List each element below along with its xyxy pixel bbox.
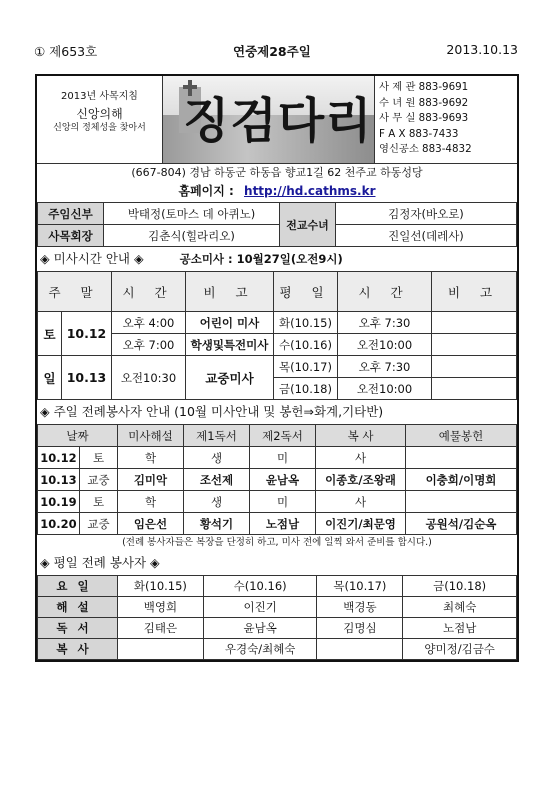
weekend-day: 토 — [38, 312, 62, 356]
mass-note: 어린이 미사 — [186, 312, 274, 334]
contact-rectory: 사 제 관 883-9691 — [379, 81, 469, 93]
offering — [406, 447, 517, 469]
table-row — [38, 639, 517, 660]
commentary: 학 — [118, 447, 184, 469]
header-note: 비 고 — [186, 272, 274, 312]
mass-section-title — [37, 247, 517, 271]
contact-list — [375, 76, 517, 163]
table-row — [38, 491, 517, 513]
volunteer-name: 김태은 — [118, 618, 204, 639]
pastor-label: 주임신부 — [38, 203, 104, 225]
service-type: 토 — [80, 491, 118, 513]
header-bar — [28, 42, 520, 59]
server: 사 — [316, 447, 406, 469]
header-time: 시 간 — [112, 272, 186, 312]
days-label: 요일 — [38, 576, 118, 597]
service-type: 교중 — [80, 513, 118, 535]
volunteer-name — [317, 639, 403, 660]
weekday-day: 수(10.16) — [274, 334, 338, 356]
table-row — [38, 447, 517, 469]
weekday-service-title: ◈ 평일 전례 봉사자 ◈ — [40, 555, 160, 570]
issue-date: 2013.10.13 — [446, 42, 518, 57]
pastor-name: 박태정(토마스 데 아퀴노) — [104, 203, 280, 225]
church-address: (667-804) 경남 하동군 하동읍 향교1길 62 천주교 하동성당 — [131, 166, 423, 179]
weekend-day: 일 — [38, 356, 62, 400]
motto-theme: 신앙의해 — [76, 106, 123, 121]
reading-2: 노점남 — [250, 513, 316, 535]
mass-note: 교중미사 — [186, 356, 274, 400]
weekend-date: 10.12 — [62, 312, 112, 356]
service-reminder-note: (전례 봉사자들은 복장을 단정히 하고, 미사 전에 일찍 와서 준비를 합시다.) — [122, 537, 432, 548]
weekday-header: 금(10.18) — [403, 576, 517, 597]
role-label: 독서 — [38, 618, 118, 639]
header-reading-2: 제2독서 — [250, 425, 316, 447]
mass-time: 오후 4:00 — [112, 312, 186, 334]
reading-1: 황석기 — [184, 513, 250, 535]
service-date: 10.20 — [38, 513, 80, 535]
weekday-header: 화(10.15) — [118, 576, 204, 597]
nun-name-2: 진일선(데레사) — [336, 225, 517, 247]
commentary: 김미악 — [118, 469, 184, 491]
weekday-note — [432, 334, 517, 356]
pastoral-motto — [37, 76, 163, 163]
volunteer-name: 백경동 — [317, 597, 403, 618]
weekend-date: 10.13 — [62, 356, 112, 400]
role-label: 복사 — [38, 639, 118, 660]
weekday-time: 오전10:00 — [338, 334, 432, 356]
weekday-service-table — [37, 575, 517, 660]
contact-office: 사 무 실 883-9693 — [379, 112, 469, 125]
volunteer-name: 양미정/김금수 — [403, 639, 517, 660]
volunteer-name: 최혜숙 — [403, 597, 517, 618]
volunteer-name: 백영희 — [118, 597, 204, 618]
reading-1: 조선제 — [184, 469, 250, 491]
header-commentary: 미사해설 — [118, 425, 184, 447]
weekday-time: 오후 7:30 — [338, 356, 432, 378]
offering: 이충희/이명희 — [406, 469, 517, 491]
table-row — [38, 597, 517, 618]
header-weekend: 주 말 — [38, 272, 112, 312]
volunteer-name: 김명심 — [317, 618, 403, 639]
mass-note: 학생및특전미사 — [186, 334, 274, 356]
motto-year: 2013년 사목지침 — [61, 91, 138, 102]
mass-title-text: ◈ 미사시간 안내 ◈ — [40, 251, 144, 266]
volunteer-name: 이진기 — [203, 597, 317, 618]
mass-time: 오후 7:00 — [112, 334, 186, 356]
volunteer-name: 우경숙/최혜숙 — [203, 639, 317, 660]
homepage-line — [37, 182, 517, 202]
offering — [406, 491, 517, 513]
mass-time: 오전10:30 — [112, 356, 186, 400]
nun-label: 전교수녀 — [280, 203, 336, 247]
weekday-day: 목(10.17) — [274, 356, 338, 378]
reading-1: 생 — [184, 447, 250, 469]
weekday-day: 금(10.18) — [274, 378, 338, 400]
weekday-note — [432, 312, 517, 334]
contact-convent: 수 녀 원 883-9692 — [379, 96, 469, 109]
sunday-service-title: ◈ 주일 전례봉사자 안내 (10월 미사안내 및 봉헌⇒화계,기타반) — [40, 404, 384, 419]
service-date: 10.13 — [38, 469, 80, 491]
liturgical-sunday: 연중제28주일 — [233, 44, 311, 59]
table-row — [38, 469, 517, 491]
mission-mass-note: 공소미사 : 10월27일(오전9시) — [179, 252, 343, 266]
council-label: 사목회장 — [38, 225, 104, 247]
reading-2: 미 — [250, 491, 316, 513]
homepage-link[interactable]: http://hd.cathms.kr — [244, 184, 376, 198]
server: 이진기/최문영 — [316, 513, 406, 535]
service-date: 10.19 — [38, 491, 80, 513]
table-row — [38, 513, 517, 535]
header-offering: 예물봉헌 — [406, 425, 517, 447]
header-weekday-note: 비 고 — [432, 272, 517, 312]
contact-fax: F A X 883-7433 — [379, 127, 459, 140]
header-date: 날짜 — [38, 425, 118, 447]
weekday-day: 화(10.15) — [274, 312, 338, 334]
service-date: 10.12 — [38, 447, 80, 469]
table-row — [38, 618, 517, 639]
weekday-note — [432, 356, 517, 378]
header-weekday-time: 시 간 — [338, 272, 432, 312]
staff-table — [37, 202, 517, 247]
header-weekday: 평 일 — [274, 272, 338, 312]
service-type: 토 — [80, 447, 118, 469]
volunteer-name — [118, 639, 204, 660]
server: 사 — [316, 491, 406, 513]
commentary: 학 — [118, 491, 184, 513]
reading-1: 생 — [184, 491, 250, 513]
weekday-header: 수(10.16) — [203, 576, 317, 597]
nun-name-1: 김정자(바오로) — [336, 203, 517, 225]
masthead-row — [37, 76, 517, 164]
header-reading-1: 제1독서 — [184, 425, 250, 447]
role-label: 해설 — [38, 597, 118, 618]
weekday-header: 목(10.17) — [317, 576, 403, 597]
bulletin-title: 징검다리 — [183, 93, 373, 149]
commentary: 임은선 — [118, 513, 184, 535]
offering: 공원석/김순옥 — [406, 513, 517, 535]
masthead-banner — [163, 76, 375, 163]
council-name: 김춘식(힐라리오) — [104, 225, 280, 247]
homepage-label: 홈페이지 : — [178, 184, 234, 198]
server: 이종호/조왕래 — [316, 469, 406, 491]
motto-subtitle: 신앙의 정체성을 찾아서 — [53, 122, 146, 133]
bulletin-frame — [35, 74, 519, 662]
volunteer-name: 윤남옥 — [203, 618, 317, 639]
volunteer-name: 노점남 — [403, 618, 517, 639]
weekday-time: 오전10:00 — [338, 378, 432, 400]
weekday-time: 오후 7:30 — [338, 312, 432, 334]
service-type: 교중 — [80, 469, 118, 491]
contact-mission-station: 영신공소 883-4832 — [379, 143, 472, 156]
mass-schedule-table — [37, 271, 517, 400]
header-server: 복 사 — [316, 425, 406, 447]
issue-number: ① 제653호 — [34, 44, 98, 59]
reading-2: 윤남옥 — [250, 469, 316, 491]
sunday-service-table — [37, 424, 517, 535]
reading-2: 미 — [250, 447, 316, 469]
weekday-note — [432, 378, 517, 400]
